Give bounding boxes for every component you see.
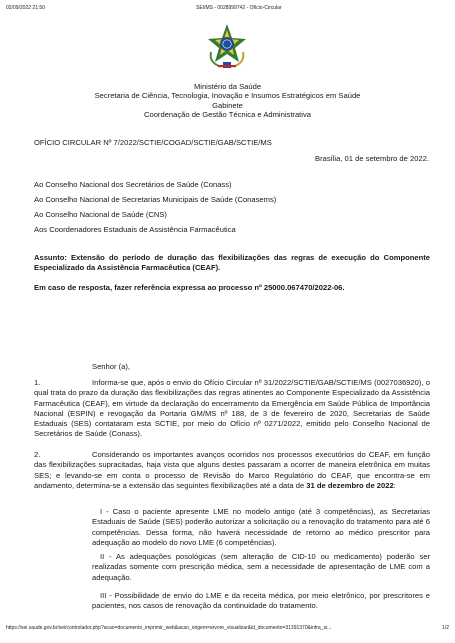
print-page-number: 1/2: [442, 625, 449, 631]
salutation: Senhor (a),: [92, 362, 130, 371]
header-ministry: Ministério da Saúde: [193, 82, 262, 91]
recipient: Ao Conselho Nacional de Secretarias Municipais de Saúde (Conasems): [34, 195, 277, 204]
browser-print-header: [6, 5, 449, 13]
list-item-2: II - As adequações posológicas (sem alteração de CID-10 ou medicamento) poderão ser realizadas somente com prescrição médica, sem a necessidade de apresentação de LME com a adequação.: [92, 552, 430, 582]
header-cabinet: Gabinete: [212, 100, 243, 110]
browser-print-footer: [6, 625, 449, 633]
print-url: https://sei.saude.gov.br/sei/controlador.php?acao=documento_imprimir_web&acao_origem=arvore_visualizar&id_documento=31391370&infra_si...: [6, 625, 332, 631]
list-item-1: I - Caso o paciente apresente LME no modelo antigo (até 3 competências), as Secretarias Estaduais de Saúde (SES) poderão autorizar a solicitação ou a renovação do tratamento para até 6 competências. Dessa forma, não haverá necessidade de retorno ao médico prescritor para adequação ao modelo do novo LME (6 competências).: [92, 507, 430, 547]
recipient: Aos Coordenadores Estaduais de Assistência Farmacêutica: [34, 225, 236, 234]
document-number: OFÍCIO CIRCULAR Nº 7/2022/SCTIE/COGAD/SCTIE/GAB/SCTIE/MS: [34, 138, 272, 147]
list-item-3: III - Possibilidade de envio do LME e da receita médica, por meio eletrônico, por prescritores e pacientes, nos casos de renovação da continuidade do tratamento.: [92, 591, 430, 611]
process-reference: Em caso de resposta, fazer referência expressa ao processo nº 25000.067470/2022-06.: [34, 283, 345, 292]
subject: Assunto: Extensão do período de duração das flexibilizações das regras de execução do Componente Especializado da Assistência Farmacêutica (CEAF).: [34, 253, 430, 273]
paragraph-2: [34, 450, 430, 491]
paragraph-2-text: Considerando os importantes avanços ocorridos nos processos executórios do CEAF, em função das flexibilizações supracitadas, haja vista que alguns destes passaram a ocorrer de maneira eletrônica em muitas SES; e levando-se em conta o processo de Revisão do Marco Regulatório do CEAF, que encontra-se em andamento, determina-se a extensão das seguintes flexibilizações até a data de: [34, 450, 430, 490]
paragraph-2-end: :: [393, 480, 396, 490]
place-date: Brasília, 01 de setembro de 2022.: [315, 154, 429, 163]
recipient: Ao Conselho Nacional de Saúde (CNS): [34, 210, 167, 219]
print-datetime: 02/09/2022 21:50: [6, 5, 45, 11]
deadline-date: 31 de dezembro de 2022: [306, 480, 394, 490]
header-coordination: Coordenação de Gestão Técnica e Administrativa: [143, 110, 312, 120]
header-secretariat: Secretaria de Ciência, Tecnologia, Inovação e Insumos Estratégicos em Saúde: [94, 91, 361, 101]
paragraph-number: 2.: [34, 450, 41, 459]
recipient: Ao Conselho Nacional dos Secretários de Saúde (Conass): [34, 180, 232, 189]
paragraph-1: Informa-se que, após o envio do Ofício Circular nº 31/2022/SCTIE/GAB/SCTIE/MS (0027036920), o qual trata do prazo da duração das flexibilizações das regras atinentes ao Componente Especializado da Assistência Farmacêutica (CEAF), em virtude da declaração do encerramento da Emergência em Saúde Pública de Importância Nacional (ESPIN) e revogação da Portaria GM/MS nº 188, de 3 de fevereiro de 2020, Secretarias de Saúde Estaduais (SES) contataram esta SCTIE, por meio do Ofício nº 0271/2022, emitido pelo Conselho Nacional de Secretários de Saúde (Conass).: [34, 378, 430, 439]
print-doc-ref: SEI/MS - 0028999742 - Ofício-Circular: [196, 5, 282, 11]
coat-of-arms-icon: [205, 22, 249, 70]
paragraph-number: 1.: [34, 378, 41, 387]
